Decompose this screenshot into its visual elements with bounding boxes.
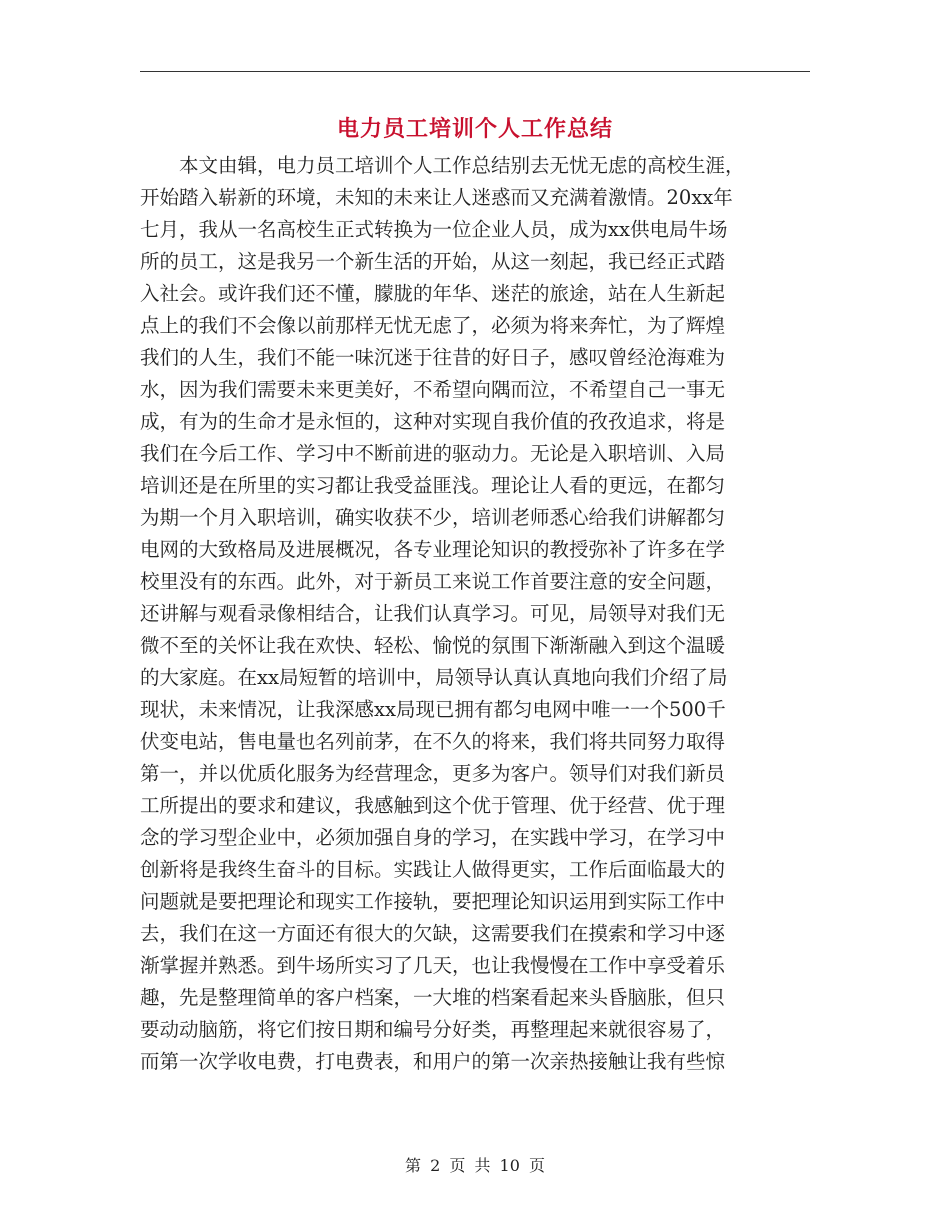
body-line: 点上的我们不会像以前那样无忧无虑了，必须为将来奔忙，为了辉煌 [140,314,726,337]
body-line: 成，有为的生命才是永恒的，这种对实现自我价值的孜孜追求，将是 [140,410,726,433]
body-line: 我们的人生，我们不能一味沉迷于往昔的好日子，感叹曾经沧海难为 [140,346,726,369]
body-line: 要动动脑筋，将它们按日期和编号分好类，再整理起来就很容易了， [140,1018,726,1041]
body-line: 现状，未来情况，让我深感xx局现已拥有都匀电网中唯一一个500千 [140,698,726,721]
body-line: 本文由辑，电力员工培训个人工作总结别去无忧无虑的高校生涯， [140,154,745,177]
header-rule [140,71,810,72]
body-line: 工所提出的要求和建议，我感触到这个优于管理、优于经营、优于理 [140,794,726,817]
body-line: 水，因为我们需要未来更美好，不希望向隅而泣，不希望自己一事无 [140,378,726,401]
body-line: 而第一次学收电费，打电费表，和用户的第一次亲热接触让我有些惊 [140,1050,726,1073]
body-line: 渐掌握并熟悉。到牛场所实习了几天，也让我慢慢在工作中享受着乐 [140,954,726,977]
body-line: 微不至的关怀让我在欢快、轻松、愉悦的氛围下渐渐融入到这个温暖 [140,634,726,657]
document-title: 电力员工培训个人工作总结 [336,117,613,142]
document-body [140,150,820,1078]
body-line: 我们在今后工作、学习中不断前进的驱动力。无论是入职培训、入局 [140,442,726,465]
body-line: 校里没有的东西。此外，对于新员工来说工作首要注意的安全问题， [140,570,726,593]
body-line: 为期一个月入职培训，确实收获不少，培训老师悉心给我们讲解都匀 [140,506,726,529]
body-line: 问题就是要把理论和现实工作接轨，要把理论知识运用到实际工作中 [140,890,726,913]
body-line: 去，我们在这一方面还有很大的欠缺，这需要我们在摸索和学习中逐 [140,922,726,945]
body-line: 的大家庭。在xx局短暂的培训中，局领导认真认真地向我们介绍了局 [140,666,728,689]
body-line: 念的学习型企业中，必须加强自身的学习，在实践中学习，在学习中 [140,826,726,849]
body-line: 第一，并以优质化服务为经营理念，更多为客户。领导们对我们新员 [140,762,726,785]
page-footer: 第 2 页 共 10 页 [405,1156,545,1175]
body-line: 还讲解与观看录像相结合，让我们认真学习。可见，局领导对我们无 [140,602,726,625]
body-line: 趣，先是整理简单的客户档案，一大堆的档案看起来头昏脑胀，但只 [140,986,726,1009]
body-line: 创新将是我终生奋斗的目标。实践让人做得更实，工作后面临最大的 [140,858,726,881]
body-line: 所的员工，这是我另一个新生活的开始，从这一刻起，我已经正式踏 [140,250,726,273]
body-line: 伏变电站，售电量也名列前茅，在不久的将来，我们将共同努力取得 [140,730,726,753]
body-line: 培训还是在所里的实习都让我受益匪浅。理论让人看的更远，在都匀 [140,474,726,497]
body-line: 七月，我从一名高校生正式转换为一位企业人员，成为xx供电局牛场 [140,218,728,241]
body-line: 电网的大致格局及进展概况，各专业理论知识的教授弥补了许多在学 [140,538,726,561]
body-line: 入社会。或许我们还不懂，朦胧的年华、迷茫的旅途，站在人生新起 [140,282,726,305]
body-line: 开始踏入崭新的环境，未知的未来让人迷惑而又充满着激情。20xx年 [140,186,733,209]
